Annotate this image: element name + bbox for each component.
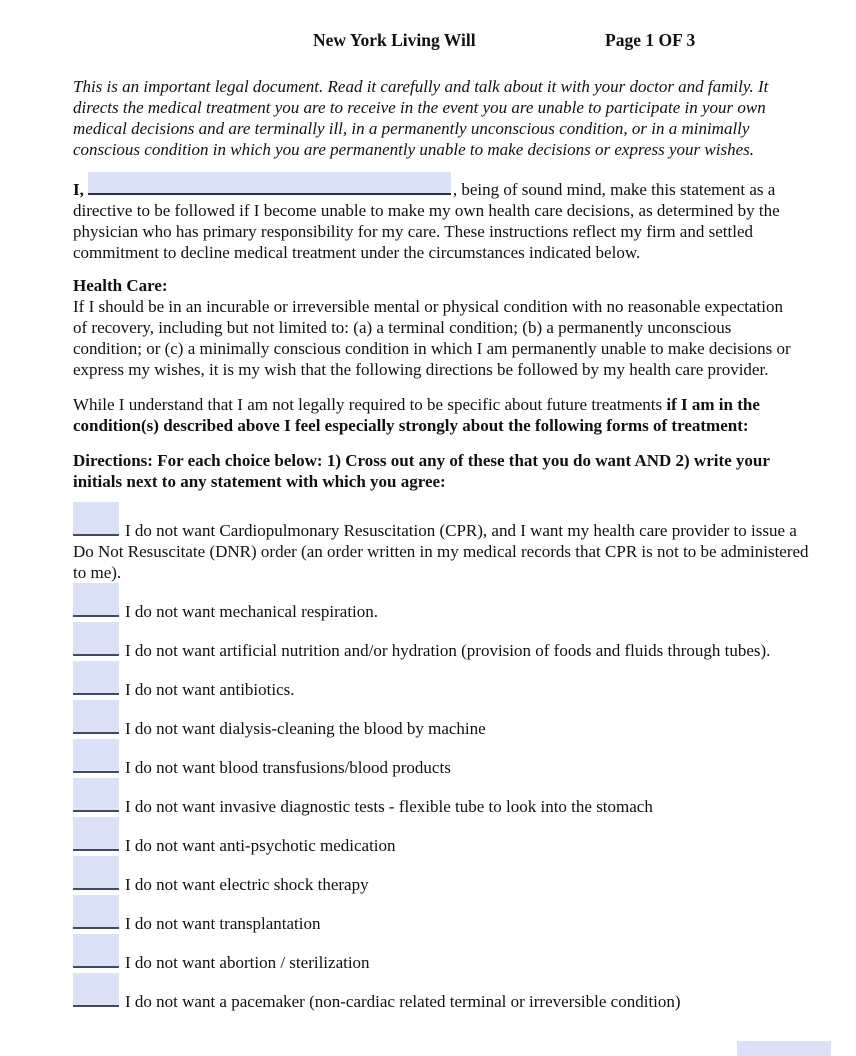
choice-row-cpr-dnr [73,502,815,583]
choice-row-anti-psychotic-medication [73,817,815,856]
treatment-intro-paragraph [73,394,799,436]
directions-paragraph: Directions: For each choice below: 1) Cross out any of these that you do want AND 2) write your initials next to any statement with which you agree: [73,451,770,491]
choice-text: I do not want a pacemaker (non-cardiac related terminal or irreversible condition) [125,992,681,1011]
choice-row-mechanical-respiration [73,583,815,622]
health-care-paragraph: If I should be in an incurable or irreversible mental or physical condition with no reasonable expectation of recovery, including but not limited to: (a) a terminal condition; (b) a permanently unconscious condition; or (c) a minimally conscious condition in which I am permanently unable to make decisions or express my wishes, it is my wish that the following directions be followed by my health care provider. [73,297,791,379]
choice-text: I do not want abortion / sterilization [125,953,370,972]
treatment-intro-normal: While I understand that I am not legally required to be specific about future treatments [73,395,667,414]
initials-field-anti-psychotic-medication[interactable] [73,817,119,851]
choice-row-artificial-nutrition [73,622,815,661]
declaration-paragraph [73,172,795,263]
choice-row-transplantation [73,895,815,934]
choice-text: I do not want invasive diagnostic tests - flexible tube to look into the stomach [125,797,653,816]
declaration-body: , being of sound mind, make this statement as a directive to be followed if I become unable to make my own health care decisions, as determined by the physician who has primary responsibility for my care. These instructions reflect my firm and settled commitment to decline medical treatment under the circumstances indicated below. [73,180,780,262]
declaration-prefix: I, [73,180,84,199]
next-page-field-partial[interactable] [737,1041,831,1056]
choice-row-antibiotics [73,661,815,700]
choice-row-electric-shock-therapy [73,856,815,895]
page-number-label: Page 1 OF 3 [605,30,696,50]
initials-field-cpr-dnr[interactable] [73,502,119,536]
choice-text: I do not want blood transfusions/blood products [125,758,451,777]
choice-text: I do not want electric shock therapy [125,875,369,894]
treatment-intro-bold: if I am in the condition(s) described above I feel especially strongly about the following forms of treatment: [73,395,760,435]
initials-field-electric-shock-therapy[interactable] [73,856,119,890]
initials-field-mechanical-respiration[interactable] [73,583,119,617]
choice-text: I do not want Cardiopulmonary Resuscitation (CPR), and I want my health care provider to issue a Do Not Resuscitate (DNR) order (an order written in my medical records that CPR is not to be administered to me). [73,521,809,582]
initials-field-antibiotics[interactable] [73,661,119,695]
choice-row-abortion-sterilization [73,934,815,973]
initials-field-dialysis[interactable] [73,700,119,734]
initials-field-pacemaker[interactable] [73,973,119,1007]
page-header [73,30,806,54]
treatment-choices-list [73,502,815,1012]
declarant-name-field[interactable] [88,172,451,195]
choice-text: I do not want transplantation [125,914,321,933]
choice-row-dialysis [73,700,815,739]
initials-field-blood-transfusions[interactable] [73,739,119,773]
health-care-heading: Health Care: [73,276,168,295]
choice-text: I do not want anti-psychotic medication [125,836,396,855]
intro-paragraph: This is an important legal document. Read it carefully and talk about it with your doctor and family. It directs the medical treatment you are to receive in the event you are unable to participate in your own medical decisions and are terminally ill, in a permanently unconscious condition, or in a minimally conscious condition in which you are permanently unable to make decisions or express your wishes. [73,77,769,159]
choice-row-invasive-diagnostic-tests [73,778,815,817]
choice-text: I do not want dialysis-cleaning the blood by machine [125,719,486,738]
initials-field-artificial-nutrition[interactable] [73,622,119,656]
choice-text: I do not want artificial nutrition and/or hydration (provision of foods and fluids through tubes). [125,641,771,660]
choice-text: I do not want mechanical respiration. [125,602,379,621]
document-title: New York Living Will [313,30,476,50]
choice-row-pacemaker [73,973,815,1012]
initials-field-abortion-sterilization[interactable] [73,934,119,968]
initials-field-invasive-diagnostic-tests[interactable] [73,778,119,812]
initials-field-transplantation[interactable] [73,895,119,929]
choice-text: I do not want antibiotics. [125,680,295,699]
choice-row-blood-transfusions [73,739,815,778]
